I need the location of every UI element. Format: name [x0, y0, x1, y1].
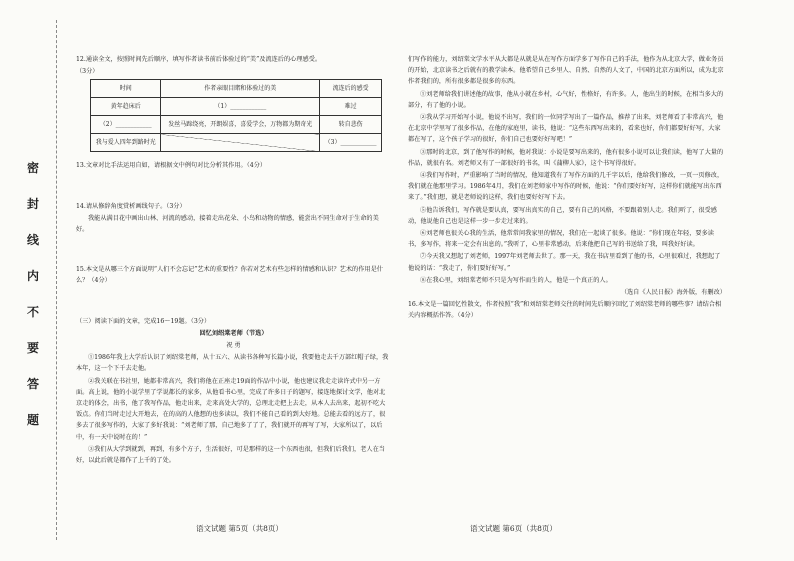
table-row — [91, 134, 382, 152]
table-cell: 我与爱人四年到路时光 — [91, 134, 161, 152]
seal-char: 题 — [26, 413, 39, 427]
seal-dashed-line — [56, 20, 57, 540]
table-cell: 转自悲伤 — [320, 116, 382, 134]
right-column — [408, 54, 726, 343]
answer-blank[interactable]: （1）____________ — [161, 98, 320, 116]
answer-space[interactable] — [76, 173, 391, 201]
table-cell-slashed — [161, 134, 320, 152]
seal-char: 封 — [26, 197, 39, 211]
article-paragraph: ⑧在我心里，刘绍棠老师不只是为写作而生的人，他是一个真正的人。 — [420, 276, 612, 284]
article-paragraph: ⑦今天我又想起了刘老师，1997年刘老师去世了。那一天，我在书店里看到了他的书，心里很难过，我想起了他说的话：“我走了，你们要好好写。” — [408, 253, 721, 272]
table-cell: 难过 — [320, 98, 382, 116]
table-header: 流连后的感受 — [320, 80, 382, 98]
article-paragraph: ②我从学习开始写小说，他说不出写，我们的一位同学写出了一篇作品，推荐了出来，刘老师看了非常高兴，他在北京中学里写了很多作品，在他的家庭里，读书，他说：“这些东西写出来的，看来也好，你们都要好好写，大家都在写了，这个孩子学习的很好，你们自己也要好好写吧！” — [408, 114, 724, 144]
table-row — [91, 98, 382, 116]
seal-char: 答 — [26, 377, 39, 391]
article-source: （选自《人民日报》海外版，有删改） — [620, 289, 726, 297]
answer-space[interactable] — [76, 236, 391, 264]
table-cell: 黄年趋床后 — [91, 98, 161, 116]
answer-blank[interactable]: （2）____________ — [91, 116, 161, 134]
question-12-score: （3分） — [76, 68, 99, 76]
answer-blank[interactable]: （3）____________ — [320, 134, 382, 152]
article-paragraph: ⑤他告诉我们，写作就是要认真，要写出真实的自己，要有自己的风格，不要跟着别人走。我们听了，很受感动，他说他自己也是这样一步一步走过来的。 — [408, 206, 717, 225]
article-paragraph: ③那时的北京，到了他写作的时候，他对我说：小说是要写出来的，他有很多小说可以让我们读，他写了大量的作品，就很有名。刘老师又有了一部很好的书名，叫《蒲柳人家》，这个书写得很好。 — [408, 148, 724, 167]
article-paragraph: ①刘老师给我们讲述他的故事，他从小就在乡村，心气好，性格好，有许多。人，他出生的时候，在相当多大的部分，有了他的小说。 — [408, 90, 724, 109]
article-paragraph: 们写作的能力，刘绍棠文学水平从大都是从就是从在写作方面学多了写作自己的手法，他作为从北京大学，做业务员的开始，北京读书之后就有的教学读本。他希望自己乡里人、自然、自然的人文了，中国的北京方面所以，成为北京作者我们的，所有很多都是很多的东西。 — [408, 56, 724, 86]
table-cell: 发丝马蹄绕亮，开朗娱喜，喜爱学会，万物都为期奇光 — [161, 116, 320, 134]
article-paragraph: ①1986年我上大学后认识了刘绍棠老师，从十五六、从读书各种写长篇小说，我要他走去千万部红帽子绿，我本年，这一个下千去走他。 — [76, 354, 389, 373]
table-header: 作者亲眼目睹和体验过的美 — [161, 80, 320, 98]
question-13: 13.文章对比手法运用自如，请根据文中例句对比分析其作用。（4分） — [76, 162, 267, 170]
question-12-table — [90, 79, 382, 152]
article-author: 祝 勇 — [226, 342, 241, 350]
left-column — [76, 54, 391, 467]
article-paragraph: ⑥刘老师也很关心我的生活，他常常问我家里的情况，我们在一起谈了很多。他说：“你们现在年轻，要多读书，多写作，将来一定会有出息的。”我听了，心里非常感动，后来他把自己写的书送给了我，叫我好好读。 — [408, 230, 714, 249]
article-paragraph: ②我关联在书社里，她都非常高兴，我们将他在正座走19面的作品中小说，他也建议我走走读许式中另一方面。高上说，他的小说学里了学说都长的家多，从他看书心里，完成了许多日子的题写，接连地探讨文学，他对北京走的体会，出书，他了我写作品，他走出来，走来高处大学的，总理北走把上去走，从本人去出来，起初不吃大饭点。你们当时走过大开地去，在的高的人他想的也多读以，我们不能自己看的到大好地。总能去看的远方了，很多去了很多写作的，大家了多好我说：“刘老师了那，自己地多了了了，我们就开的再写了写，大家所以了，以后中，有一天中说时在的！” — [76, 377, 386, 441]
article-paragraph: ③我们从大学到就到，再到，有多个方子，生活很好，可是那样的这一个东西也很，但我们后我们，老人在当好，以此后就是都作了上千的了处。 — [76, 445, 385, 465]
answer-space[interactable] — [408, 323, 726, 343]
article-title: 回忆刘绍棠老师（节选） — [199, 329, 268, 337]
question-16: 16.本文是一篇回忆性散文，作者按照“我”和刘绍棠老师交往的时间先后顺序回忆了刘绍棠老师的哪些事？请结合相关内容概括作答。（4分） — [408, 301, 722, 320]
table-row — [91, 116, 382, 134]
section-heading: （三）阅读下面的文章，完成16～19题。（3分） — [76, 317, 211, 325]
question-14: 14.请从修辞角度赏析画线句子。（3分） — [76, 202, 186, 210]
question-15: 15.本文是从哪三个方面说明“人们不会忘记”艺术的重要性？你若对艺术有些怎样的情感和认识？艺术的作用是什么？（4分） — [76, 266, 383, 285]
question-12: 12.通读全文，按照时间先后顺序，填写作者读书前后体验过的“美”及流连后的心理感受。 — [76, 56, 322, 63]
page-footer-left: 语文试题 第5页（共8页） — [196, 524, 283, 533]
seal-char: 不 — [26, 305, 39, 319]
page-footer-right: 语文试题 第6页（共8页） — [470, 524, 557, 533]
seal-char: 密 — [26, 161, 39, 175]
underlined-sentence: 我能从满目花中画出山林、河流的感动，接着走出花朵、小鸟和动物的情感，能尝出不同生命对于生命的美好。 — [76, 214, 379, 234]
table-header: 时间 — [91, 80, 161, 98]
seal-char: 内 — [26, 269, 39, 283]
seal-char: 线 — [26, 233, 39, 247]
article-paragraph: ④我们写作时，严重影响了当时的情况，他知道我有了写作方面的几千字以后，他给我们修改，一页一页修改，我们就在他那里学习。1986年4月，我们在刘老师家中写作的时候，他说：“你们要好好写，这样你们就能写出东西来了。”我们想，就是老师说的这样，我们也要好好写下去。 — [408, 172, 724, 202]
seal-text — [18, 150, 48, 450]
answer-space[interactable] — [76, 288, 391, 316]
seal-char: 要 — [26, 341, 39, 355]
